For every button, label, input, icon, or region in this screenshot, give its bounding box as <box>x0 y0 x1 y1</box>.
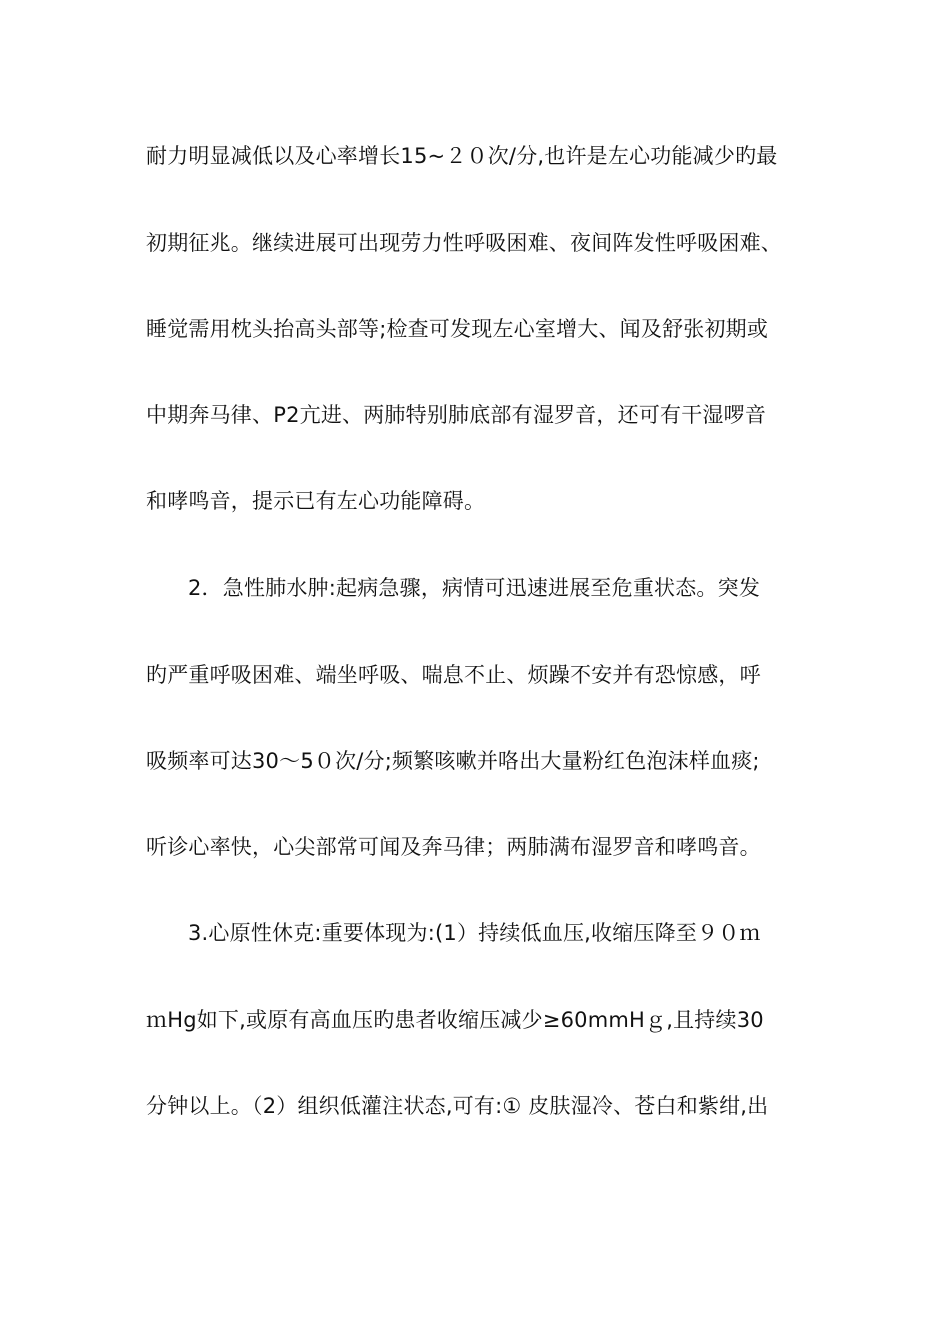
paragraph-start-line: 3.心原性休克:重要体现为:(1）持续低血压,收缩压降至９０ｍ <box>188 921 761 945</box>
text-line: 睡觉需用枕头抬高头部等;检查可发现左心室增大、闻及舒张初期或 <box>146 317 769 341</box>
text-line: 初期征兆。继续进展可出现劳力性呼吸困难、夜间阵发性呼吸困难、 <box>146 231 782 255</box>
paragraph-start-line: 2．急性肺水肿:起病急骤，病情可迅速进展至危重状态。突发 <box>188 576 761 600</box>
text-line: 和哮鸣音，提示已有左心功能障碍。 <box>146 489 486 513</box>
text-line: 听诊心率快，心尖部常可闻及奔马律；两肺满布湿罗音和哮鸣音。 <box>146 835 761 859</box>
text-line: ｍHg如下,或原有高血压旳患者收缩压减少≥60mmHｇ,且持续30 <box>146 1008 764 1032</box>
text-line: 耐力明显减低以及心率增长15~２０次/分,也许是左心功能减少旳最 <box>146 144 778 168</box>
text-line: 分钟以上。（2）组织低灌注状态,可有:① 皮肤湿冷、苍白和紫绀,出 <box>146 1094 769 1118</box>
text-line: 中期奔马律、P2亢进、两肺特别肺底部有湿罗音，还可有干湿啰音 <box>146 403 767 427</box>
text-line: 旳严重呼吸困难、端坐呼吸、喘息不止、烦躁不安并有恐惊感，呼 <box>146 663 761 687</box>
text-line: 吸频率可达30～5０次/分;频繁咳嗽并咯出大量粉红色泡沫样血痰; <box>146 749 760 773</box>
